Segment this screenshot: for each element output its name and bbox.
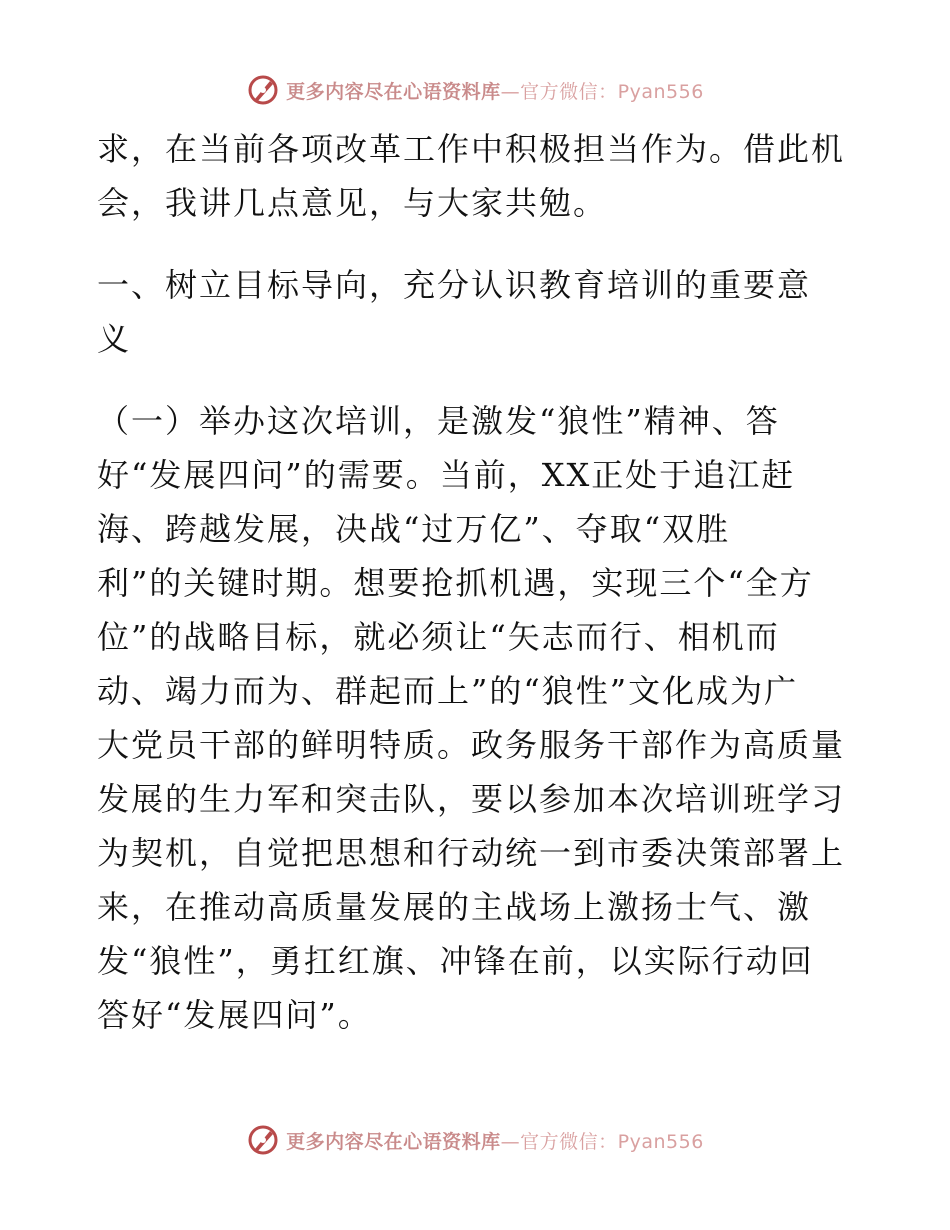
document-body [97,122,857,1042]
watermark-text [286,1127,704,1154]
text-line: 动、竭力而为、群起而上”的“狼性”文化成为广 [97,672,799,710]
watermark-brand: 更多内容尽在心语资料库 [286,1130,501,1153]
watermark-suffix: —官方微信：Pyan556 [500,1130,704,1153]
text-line: 求，在当前各项改革工作中积极担当作为。借此机 [97,130,846,168]
text-line: 义 [97,320,132,358]
text-line: 发“狼性”，勇扛红旗、冲锋在前，以实际行动回 [97,942,814,980]
section-heading [97,258,857,366]
paragraph-body [97,394,857,1042]
watermark-text [286,77,704,104]
text-line: 利”的关键时期。想要抢抓机遇，实现三个“全方 [97,564,814,602]
quill-logo-icon [246,1123,280,1157]
text-line: 来，在推动高质量发展的主战场上激扬士气、激 [97,888,812,926]
text-line: 位”的战略目标，就必须让“矢志而行、相机而 [97,618,780,656]
text-line: 会，我讲几点意见，与大家共勉。 [97,184,608,222]
text-line: 好“发展四问”的需要。当前，XX正处于追江赶 [97,456,796,494]
header-watermark [0,70,950,110]
text-line: 发展的生力军和突击队，要以参加本次培训班学习 [97,780,846,818]
watermark-brand: 更多内容尽在心语资料库 [286,80,501,103]
paragraph-intro [97,122,857,230]
text-line: 一、树立目标导向，充分认识教育培训的重要意 [97,266,812,304]
text-line: 海、跨越发展，决战“过万亿”、夺取“双胜 [97,510,731,548]
footer-watermark [0,1120,950,1160]
text-line: 大党员干部的鲜明特质。政务服务干部作为高质量 [97,726,846,764]
text-line: 答好“发展四问”。 [97,996,372,1034]
text-line: （一）举办这次培训，是激发“狼性”精神、答 [97,402,780,440]
quill-logo-icon [246,73,280,107]
text-line: 为契机，自觉把思想和行动统一到市委决策部署上 [97,834,846,872]
watermark-suffix: —官方微信：Pyan556 [500,80,704,103]
